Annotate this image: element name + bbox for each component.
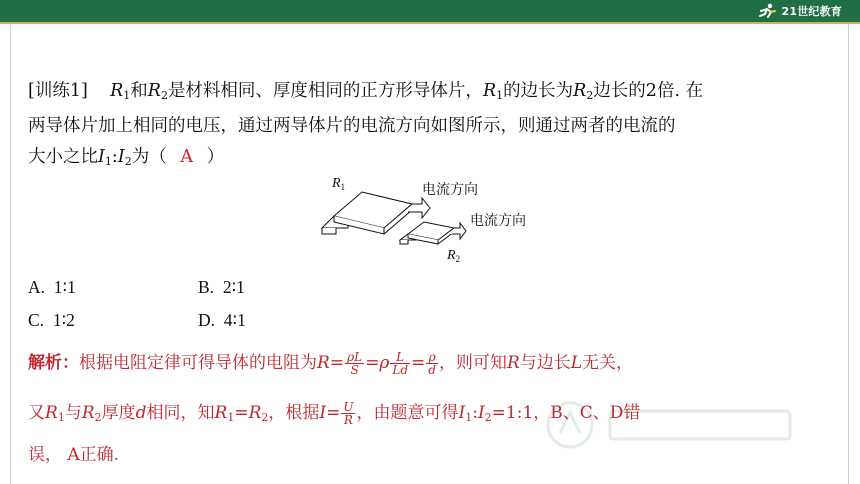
fraction-rhoL-S: $\frac{\rho L}{S}$ <box>347 350 363 377</box>
option-c[interactable] <box>28 310 75 331</box>
current-direction-label-2: 电流方向 <box>470 213 526 229</box>
text-wei: 为（ <box>131 147 167 167</box>
question-text <box>28 76 828 177</box>
option-a-value: 1∶1 <box>53 277 76 297</box>
brand-logo <box>757 2 842 20</box>
logo-text: 21世纪教育 <box>781 5 842 18</box>
text-close-paren: ） <box>206 147 225 167</box>
plate-r2 <box>400 222 466 244</box>
fraction-U-R: $\frac{U}{R}$ <box>343 400 354 427</box>
analysis-line-2: 又$R_1$与$R_2$厚度d相同，知$R_1=R_2$，根据I= $\frac{U}{R}$ ，由题意可得$I_1:I_2=1:1$，B、C、D错 <box>28 400 641 427</box>
option-c-value: 1∶2 <box>52 310 75 330</box>
question-tag: [训练1] <box>28 81 88 101</box>
plate-r1 <box>322 192 430 234</box>
option-d[interactable] <box>198 310 246 331</box>
frame-left-line <box>10 24 11 484</box>
fraction-rho-d: $\frac{\rho}{d}$ <box>428 350 436 377</box>
text-he: 和 <box>130 81 148 101</box>
option-d-value: 4∶1 <box>223 310 246 330</box>
analysis-line-1: 解析：根据电阻定律可得导体的电阻为R= $\frac{\rho L}{S}$ =ρ $\frac{L}{Ld}$ = $\frac{\rho}{d}$ ，则可知R与边长L无关， <box>28 350 634 377</box>
text-material: 是材料相同、厚度相同的正方形导体片， <box>167 81 483 101</box>
analysis-text-8: 相同，知 <box>146 403 215 423</box>
conductor-figure <box>312 178 562 270</box>
analysis-text-12: 误， <box>28 445 62 465</box>
watermark-logo-icon <box>540 395 820 455</box>
option-a[interactable] <box>28 277 76 298</box>
analysis-text-13: A正确. <box>67 445 120 465</box>
analysis-line-3 <box>28 440 119 465</box>
text-side: 的边长为 <box>503 81 574 101</box>
option-d-label: D. <box>198 310 216 330</box>
analysis-text-5: 又 <box>28 403 45 423</box>
option-b-value: 2∶1 <box>222 277 245 297</box>
frame-right-line <box>848 24 849 484</box>
runner-logo-icon <box>757 3 777 19</box>
option-a-label: A. <box>28 277 46 297</box>
label-r1: $R_1$ <box>332 176 346 192</box>
answer-choice: A <box>180 147 194 167</box>
analysis-text-7: 厚度 <box>101 403 136 423</box>
analysis-lead: 解析： <box>28 353 79 373</box>
text-times: 边长的2倍. 在 <box>593 81 704 101</box>
analysis-text-11: ，B、C、D错 <box>533 403 641 423</box>
current-direction-label-1: 电流方向 <box>422 182 478 198</box>
analysis-text-9: ，根据 <box>268 403 320 423</box>
analysis-text-10: ，由题意可得 <box>356 403 459 423</box>
label-r2: $R_2$ <box>447 248 461 264</box>
fraction-L-Ld: $\frac{L}{Ld}$ <box>392 350 408 377</box>
analysis-text-6: 与 <box>64 403 82 423</box>
analysis-text-2: ，则可知 <box>438 353 507 373</box>
text-ratio: 大小之比 <box>28 147 98 167</box>
analysis-text-1: 根据电阻定律可得导体的电阻为 <box>79 353 317 373</box>
option-b-label: B. <box>198 277 215 297</box>
question-line-1: [训练1] $R_1$和$R_2$是材料相同、厚度相同的正方形导体片，$R_1$的边长为$R_2$边长的2倍. 在 <box>28 81 704 102</box>
question-line-2: 两导体片加上相同的电压，通过两导体片的电流方向如图所示，则通过两者的电流的 <box>28 116 676 136</box>
question-line-3: 大小之比$I_1:I_2$为（ A ） <box>28 142 828 177</box>
option-c-label: C. <box>28 310 45 330</box>
analysis-text-3: 与边长 <box>519 353 571 373</box>
option-b[interactable] <box>198 277 245 298</box>
header-divider <box>0 22 860 24</box>
analysis-text-4: 无关， <box>582 353 634 373</box>
header-bar <box>0 0 860 22</box>
